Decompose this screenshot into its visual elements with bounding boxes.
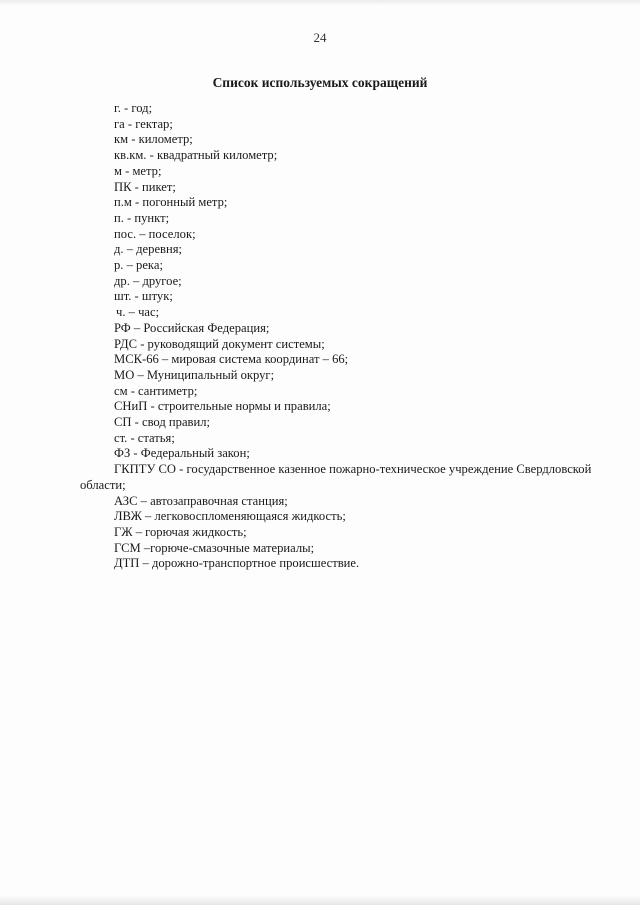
- list-item: см - сантиметр;: [114, 383, 198, 398]
- list-item: г. - год;: [114, 101, 153, 115]
- list-item: ст. - статья;: [114, 430, 175, 445]
- list-item: м - метр;: [114, 163, 162, 178]
- page-number: 24: [313, 30, 327, 45]
- list-item: ПК - пикет;: [114, 179, 176, 194]
- list-item: кв.км. - квадратный километр;: [114, 148, 278, 163]
- list-item: др. – другое;: [114, 273, 182, 288]
- list-item: д. – деревня;: [114, 242, 183, 257]
- abbreviation-list: [80, 101, 620, 572]
- list-item: РДС - руководящий документ системы;: [114, 336, 325, 351]
- page-title: Список используемых сокращений: [212, 75, 428, 90]
- list-item: АЗС – автозаправочная станция;: [114, 493, 288, 508]
- list-item: км - километр;: [114, 132, 193, 147]
- list-item: МСК-66 – мировая система координат – 66;: [114, 352, 349, 367]
- scan-edge-bottom: [0, 895, 640, 905]
- list-item: СП - свод правил;: [114, 415, 211, 430]
- list-item: МО – Муниципальный округ;: [114, 367, 275, 382]
- list-item: ГКПТУ СО - государственное казенное пожарно-техническое учреждение Свердловской области;: [80, 462, 592, 492]
- list-item: ГЖ – горючая жидкость;: [114, 524, 247, 539]
- scan-edge-top: [0, 0, 640, 6]
- list-item: п.м - погонный метр;: [114, 195, 228, 210]
- list-item: шт. - штук;: [114, 289, 173, 304]
- list-item: СНиП - строительные нормы и правила;: [114, 399, 331, 414]
- list-item: пос. – поселок;: [114, 226, 196, 241]
- list-item: п. - пункт;: [114, 210, 170, 225]
- list-item: ч. – час;: [116, 305, 160, 320]
- list-item: ГСМ –горюче-смазочные материалы;: [114, 540, 315, 555]
- list-item: ФЗ - Федеральный закон;: [114, 446, 250, 461]
- list-item: РФ – Российская Федерация;: [114, 320, 270, 335]
- list-item: ДТП – дорожно-транспортное происшествие.: [114, 556, 360, 571]
- list-item: га - гектар;: [114, 116, 173, 131]
- list-item: р. – река;: [114, 258, 163, 273]
- list-item: ЛВЖ – легковоспломеняющаяся жидкость;: [114, 509, 346, 524]
